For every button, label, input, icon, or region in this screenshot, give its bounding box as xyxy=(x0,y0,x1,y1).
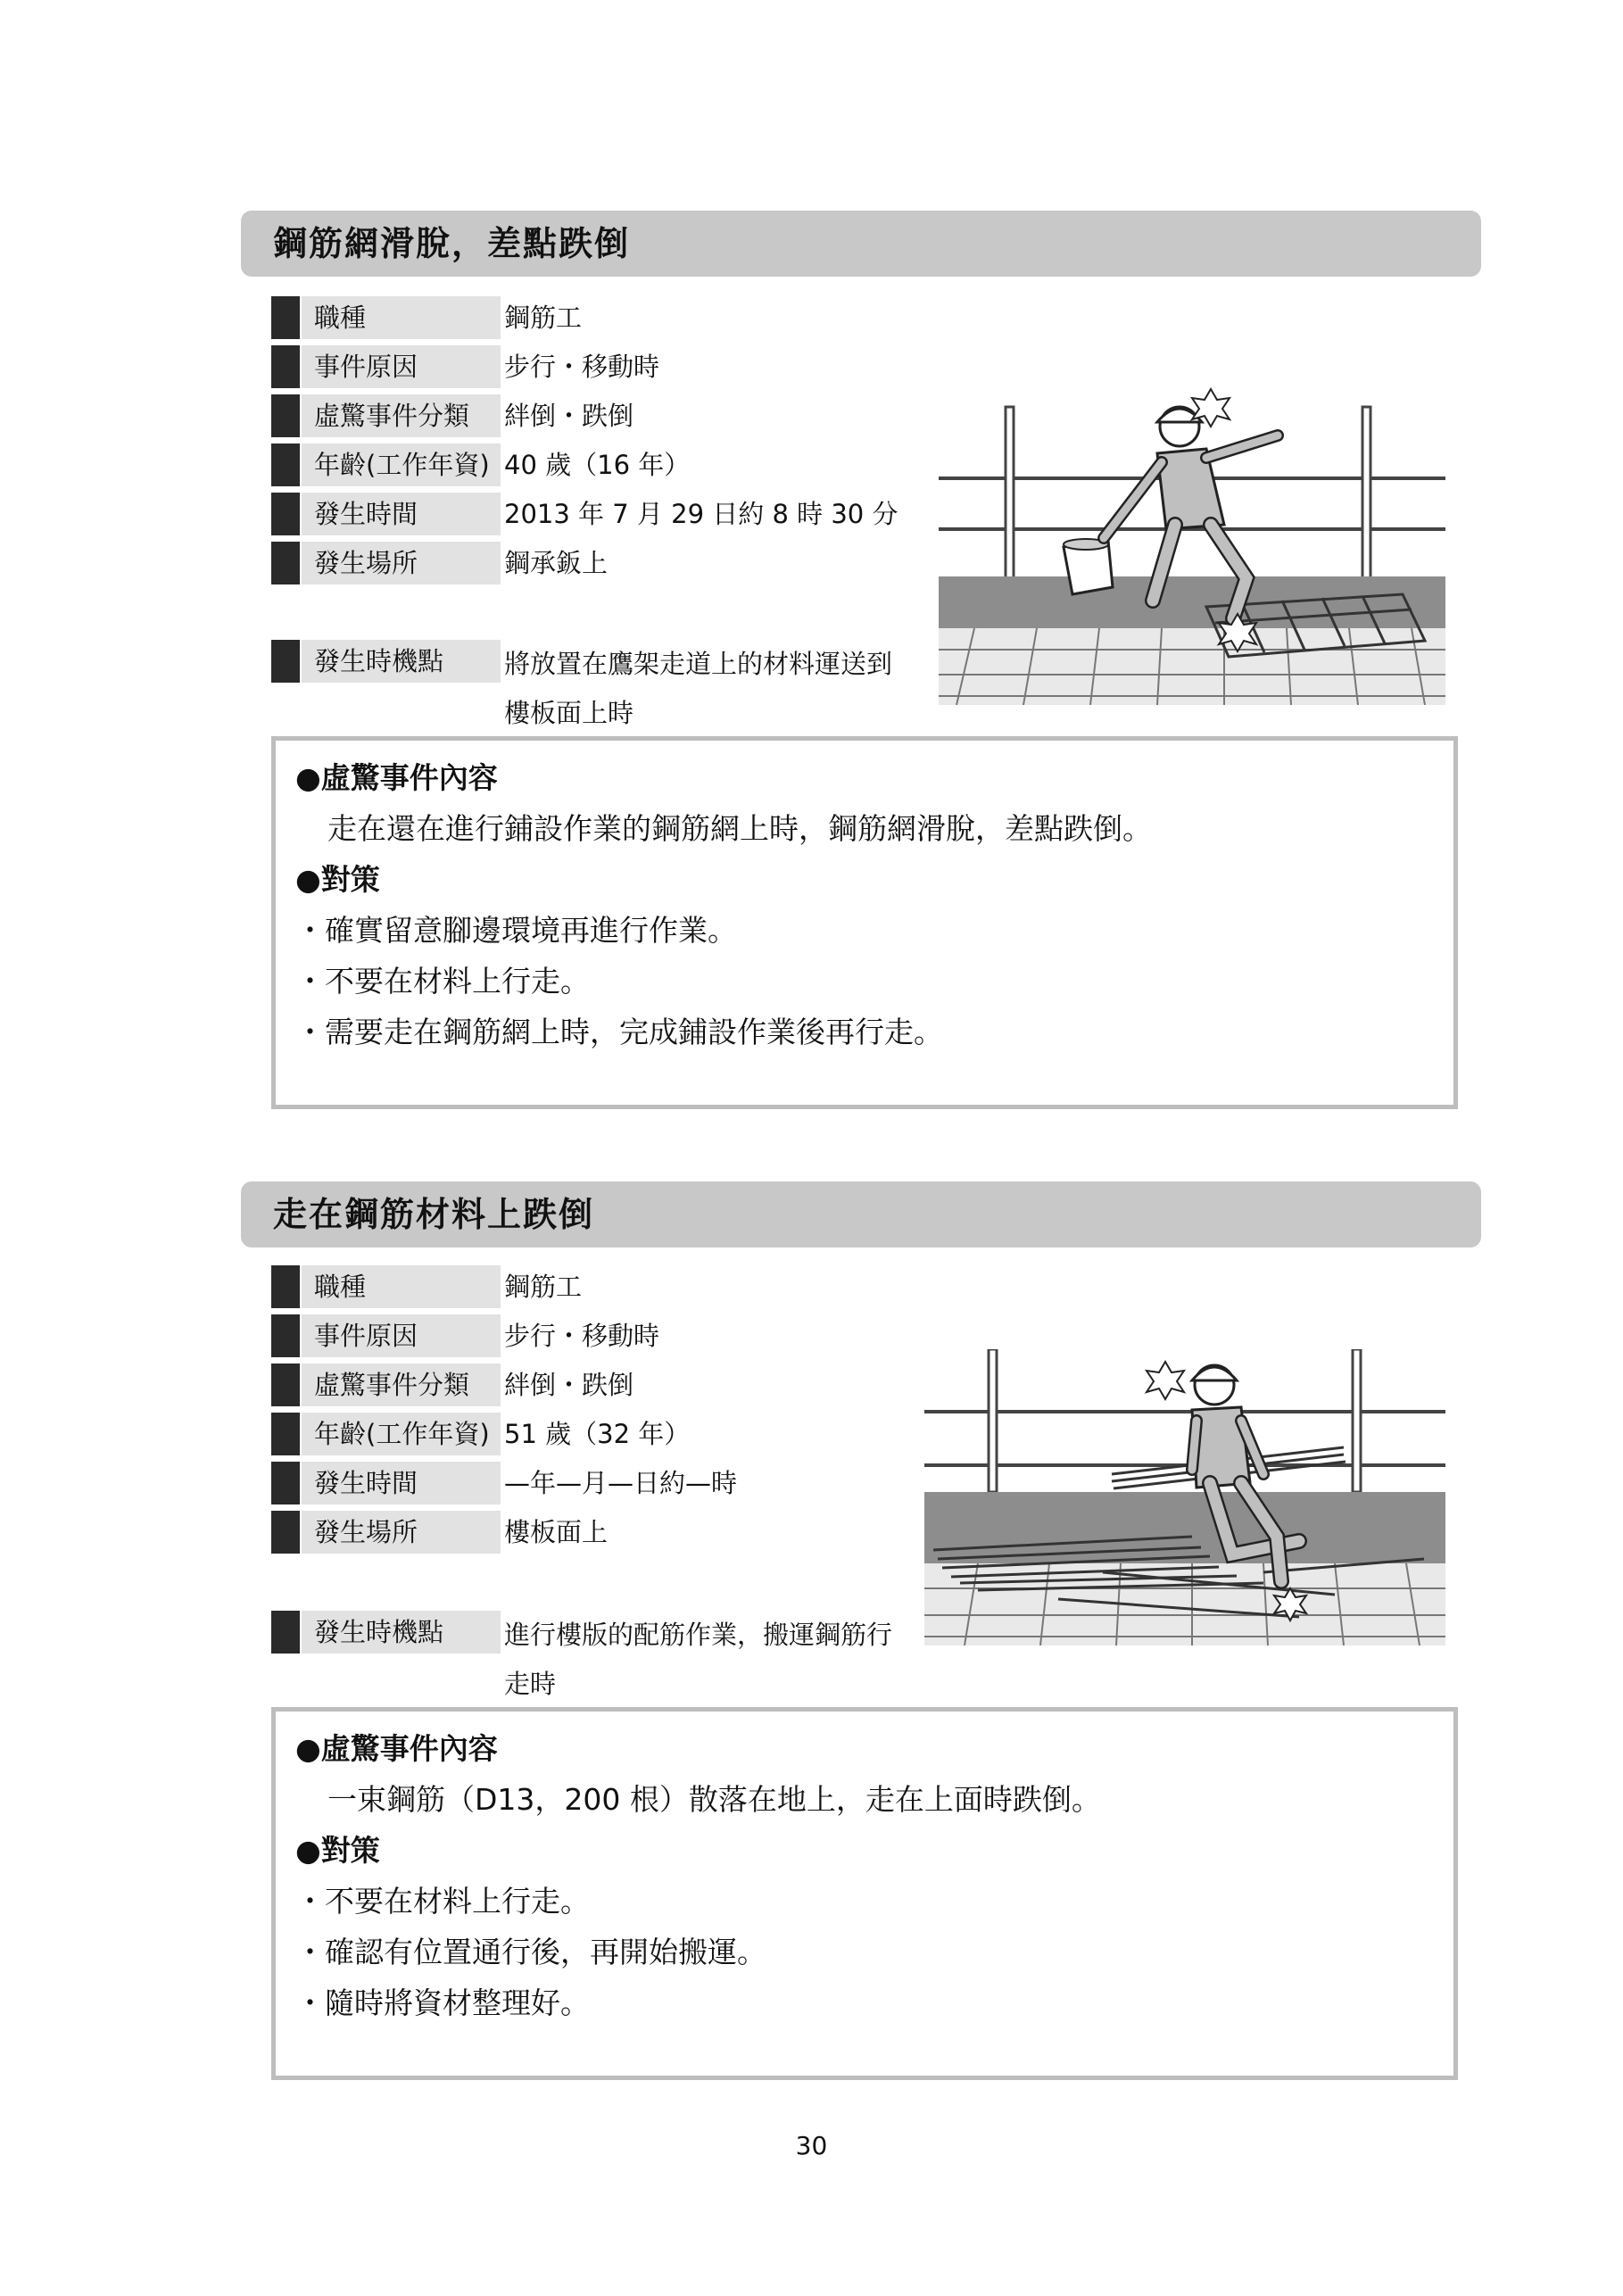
info-value: 鋼筋工 xyxy=(504,303,583,333)
section-2-info-table xyxy=(271,1265,914,1560)
info-label: 發生場所 xyxy=(302,1511,501,1554)
section-2-timing xyxy=(271,1611,914,1709)
measure-item: ・隨時將資材整理好。 xyxy=(295,1985,590,2020)
info-label: 年齡(工作年資) xyxy=(302,1413,501,1455)
measure-item: ・需要走在鋼筋網上時，完成鋪設作業後再行走。 xyxy=(295,1015,943,1049)
row-marker xyxy=(271,1364,300,1406)
info-value: 40 歲（16 年） xyxy=(504,450,691,480)
timing-label: 發生時機點 xyxy=(302,1611,501,1654)
info-label: 事件原因 xyxy=(302,345,501,388)
info-label: 發生時間 xyxy=(302,493,501,535)
info-label: 虛驚事件分類 xyxy=(302,1364,501,1406)
info-value: 樓板面上 xyxy=(504,1517,609,1547)
row-marker xyxy=(271,1314,300,1357)
row-marker xyxy=(271,493,300,535)
section-2-illustration xyxy=(924,1349,1445,1645)
info-label: 虛驚事件分類 xyxy=(302,394,501,437)
row-marker xyxy=(271,1462,300,1504)
info-value: 2013 年 7 月 29 日約 8 時 30 分 xyxy=(504,499,898,529)
info-row-job-type xyxy=(271,296,914,339)
info-row-age xyxy=(271,443,914,486)
measure-item: ・確實留意腳邊環境再進行作業。 xyxy=(295,913,737,948)
info-row-time xyxy=(271,493,914,535)
info-label: 年齡(工作年資) xyxy=(302,443,501,486)
section-1-detail-box xyxy=(271,736,1458,1109)
measures-heading: ●對策 xyxy=(295,862,380,897)
measure-item: ・不要在材料上行走。 xyxy=(295,964,590,999)
incident-text: 走在還在進行鋪設作業的鋼筋網上時，鋼筋網滑脫，差點跌倒。 xyxy=(327,811,1152,846)
info-label: 事件原因 xyxy=(302,1314,501,1357)
timing-value: 將放置在鷹架走道上的材料運送到樓板面上時 xyxy=(504,649,893,728)
info-value: 絆倒・跌倒 xyxy=(504,1370,634,1400)
info-row-category xyxy=(271,1364,914,1406)
info-row-age xyxy=(271,1413,914,1455)
info-value: 鋼承鈑上 xyxy=(504,548,609,578)
info-row-job-type xyxy=(271,1265,914,1308)
info-value: 51 歲（32 年） xyxy=(504,1419,691,1449)
info-label: 發生時間 xyxy=(302,1462,501,1504)
measures-heading: ●對策 xyxy=(295,1833,380,1868)
row-marker xyxy=(271,640,300,683)
info-label: 職種 xyxy=(302,296,501,339)
section-2-detail-box xyxy=(271,1707,1458,2080)
row-marker xyxy=(271,1511,300,1554)
section-2-title: 走在鋼筋材料上跌倒 xyxy=(241,1181,1481,1247)
info-value: 絆倒・跌倒 xyxy=(504,401,634,431)
info-value: 鋼筋工 xyxy=(504,1272,583,1302)
incident-heading: ●虛驚事件內容 xyxy=(295,760,498,795)
timing-label: 發生時機點 xyxy=(302,640,501,683)
row-marker xyxy=(271,542,300,584)
section-1-illustration xyxy=(939,373,1445,705)
measure-item: ・確認有位置通行後，再開始搬運。 xyxy=(295,1935,766,1969)
incident-heading: ●虛驚事件內容 xyxy=(295,1731,498,1766)
section-1-timing xyxy=(271,640,914,738)
info-row-location xyxy=(271,542,914,584)
row-marker xyxy=(271,1265,300,1308)
section-1-info-table xyxy=(271,296,914,591)
info-row-cause xyxy=(271,1314,914,1357)
timing-value: 進行樓版的配筋作業，搬運鋼筋行走時 xyxy=(504,1620,893,1699)
info-label: 發生場所 xyxy=(302,542,501,584)
row-marker xyxy=(271,394,300,437)
row-marker xyxy=(271,296,300,339)
row-marker xyxy=(271,1413,300,1455)
row-marker xyxy=(271,345,300,388)
info-row-location xyxy=(271,1511,914,1554)
info-row-category xyxy=(271,394,914,437)
info-row-cause xyxy=(271,345,914,388)
info-value: 步行・移動時 xyxy=(504,352,660,382)
page-number: 30 xyxy=(795,2131,828,2160)
info-row-time xyxy=(271,1462,914,1504)
incident-text: 一束鋼筋（D13，200 根）散落在地上，走在上面時跌倒。 xyxy=(327,1782,1101,1817)
row-marker xyxy=(271,443,300,486)
measure-item: ・不要在材料上行走。 xyxy=(295,1884,590,1919)
info-label: 職種 xyxy=(302,1265,501,1308)
info-value: 步行・移動時 xyxy=(504,1321,660,1351)
row-marker xyxy=(271,1611,300,1654)
section-1-title: 鋼筋網滑脫，差點跌倒 xyxy=(241,211,1481,277)
info-value: —年—月—日約—時 xyxy=(504,1468,738,1498)
